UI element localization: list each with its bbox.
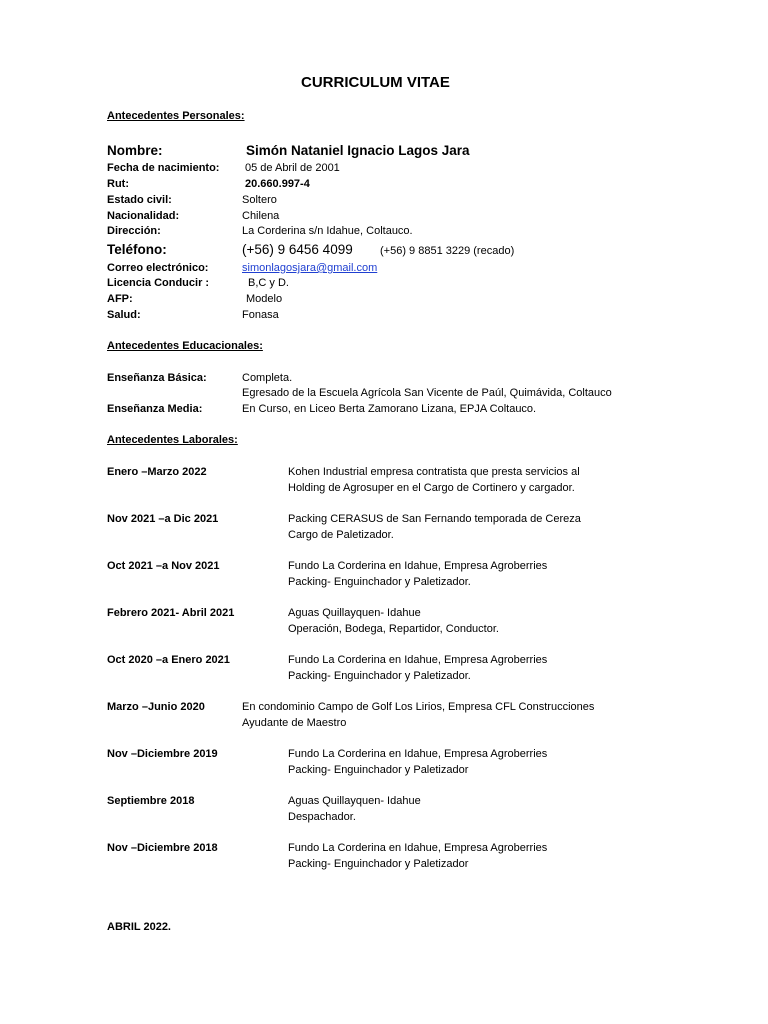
- work-entry-line1: Aguas Quillayquen- Idahue: [288, 607, 421, 619]
- salud-label: Salud:: [107, 309, 141, 321]
- rut-value: 20.660.997-4: [245, 178, 310, 190]
- work-entry-date: Oct 2021 –a Nov 2021: [107, 560, 220, 572]
- direccion-label: Dirección:: [107, 225, 161, 237]
- work-entry-line2: Cargo de Paletizador.: [288, 529, 394, 541]
- work-entry-line2: Despachador.: [288, 811, 356, 823]
- direccion-value: La Corderina s/n Idahue, Coltauco.: [242, 225, 413, 237]
- licencia-value: B,C y D.: [248, 277, 289, 289]
- correo-link[interactable]: simonlagosjara@gmail.com: [242, 262, 378, 274]
- work-entry-date: Nov –Diciembre 2018: [107, 842, 218, 854]
- afp-label: AFP:: [107, 293, 133, 305]
- licencia-label: Licencia Conducir :: [107, 277, 210, 289]
- work-entry-line2: Packing- Enguinchador y Paletizador: [288, 764, 469, 776]
- work-entry-date: Septiembre 2018: [107, 795, 195, 807]
- telefono-label: Teléfono:: [107, 242, 167, 257]
- telefono-secondary: (+56) 9 8851 3229 (recado): [380, 245, 515, 257]
- work-entry-line1: Packing CERASUS de San Fernando temporada de Cereza: [288, 513, 581, 525]
- media-label: Enseñanza Media:: [107, 403, 203, 415]
- work-entry-line1: En condominio Campo de Golf Los Lirios, Empresa CFL Construcciones: [242, 701, 595, 713]
- document-title: CURRICULUM VITAE: [301, 74, 450, 91]
- nombre-label: Nombre:: [107, 143, 163, 158]
- correo-label: Correo electrónico:: [107, 262, 209, 274]
- work-entry-line2: Packing- Enguinchador y Paletizador: [288, 858, 469, 870]
- work-entry-line2: Packing- Enguinchador y Paletizador.: [288, 670, 471, 682]
- work-entry-date: Febrero 2021- Abril 2021: [107, 607, 235, 619]
- rut-label: Rut:: [107, 178, 129, 190]
- work-entry-date: Marzo –Junio 2020: [107, 701, 205, 713]
- basica-label: Enseñanza Básica:: [107, 372, 207, 384]
- work-entry-line2: Holding de Agrosuper en el Cargo de Cortinero y cargador.: [288, 482, 575, 494]
- nacionalidad-label: Nacionalidad:: [107, 210, 180, 222]
- work-section-heading: Antecedentes Laborales:: [107, 434, 238, 446]
- work-entry-date: Enero –Marzo 2022: [107, 466, 207, 478]
- education-section-heading: Antecedentes Educacionales:: [107, 340, 263, 352]
- work-entry-line1: Aguas Quillayquen- Idahue: [288, 795, 421, 807]
- work-entry-date: Nov –Diciembre 2019: [107, 748, 218, 760]
- work-entry-line2: Ayudante de Maestro: [242, 717, 347, 729]
- work-entry-line1: Fundo La Corderina en Idahue, Empresa Agroberries: [288, 748, 548, 760]
- fecha-label: Fecha de nacimiento:: [107, 162, 220, 174]
- nacionalidad-value: Chilena: [242, 210, 280, 222]
- personal-section-heading: Antecedentes Personales:: [107, 110, 245, 122]
- work-entry-date: Nov 2021 –a Dic 2021: [107, 513, 219, 525]
- telefono-value: (+56) 9 6456 4099: [242, 242, 353, 257]
- nombre-value: Simón Nataniel Ignacio Lagos Jara: [246, 143, 470, 158]
- work-entry-line1: Fundo La Corderina en Idahue, Empresa Agroberries: [288, 842, 548, 854]
- work-entry-date: Oct 2020 –a Enero 2021: [107, 654, 230, 666]
- fecha-value: 05 de Abril de 2001: [245, 162, 340, 174]
- footer-date: ABRIL 2022.: [107, 921, 171, 933]
- work-entry-line1: Fundo La Corderina en Idahue, Empresa Agroberries: [288, 654, 548, 666]
- work-entry-line1: Kohen Industrial empresa contratista que presta servicios al: [288, 466, 580, 478]
- work-entry-line2: Operación, Bodega, Repartidor, Conductor.: [288, 623, 499, 635]
- basica-detail: Egresado de la Escuela Agrícola San Vicente de Paúl, Quimávida, Coltauco: [242, 387, 612, 399]
- estado-value: Soltero: [242, 194, 277, 206]
- basica-status: Completa.: [242, 372, 293, 384]
- salud-value: Fonasa: [242, 309, 279, 321]
- work-entry-line2: Packing- Enguinchador y Paletizador.: [288, 576, 471, 588]
- media-value: En Curso, en Liceo Berta Zamorano Lizana, EPJA Coltauco.: [242, 403, 537, 415]
- work-entry-line1: Fundo La Corderina en Idahue, Empresa Agroberries: [288, 560, 548, 572]
- estado-label: Estado civil:: [107, 194, 172, 206]
- afp-value: Modelo: [246, 293, 283, 305]
